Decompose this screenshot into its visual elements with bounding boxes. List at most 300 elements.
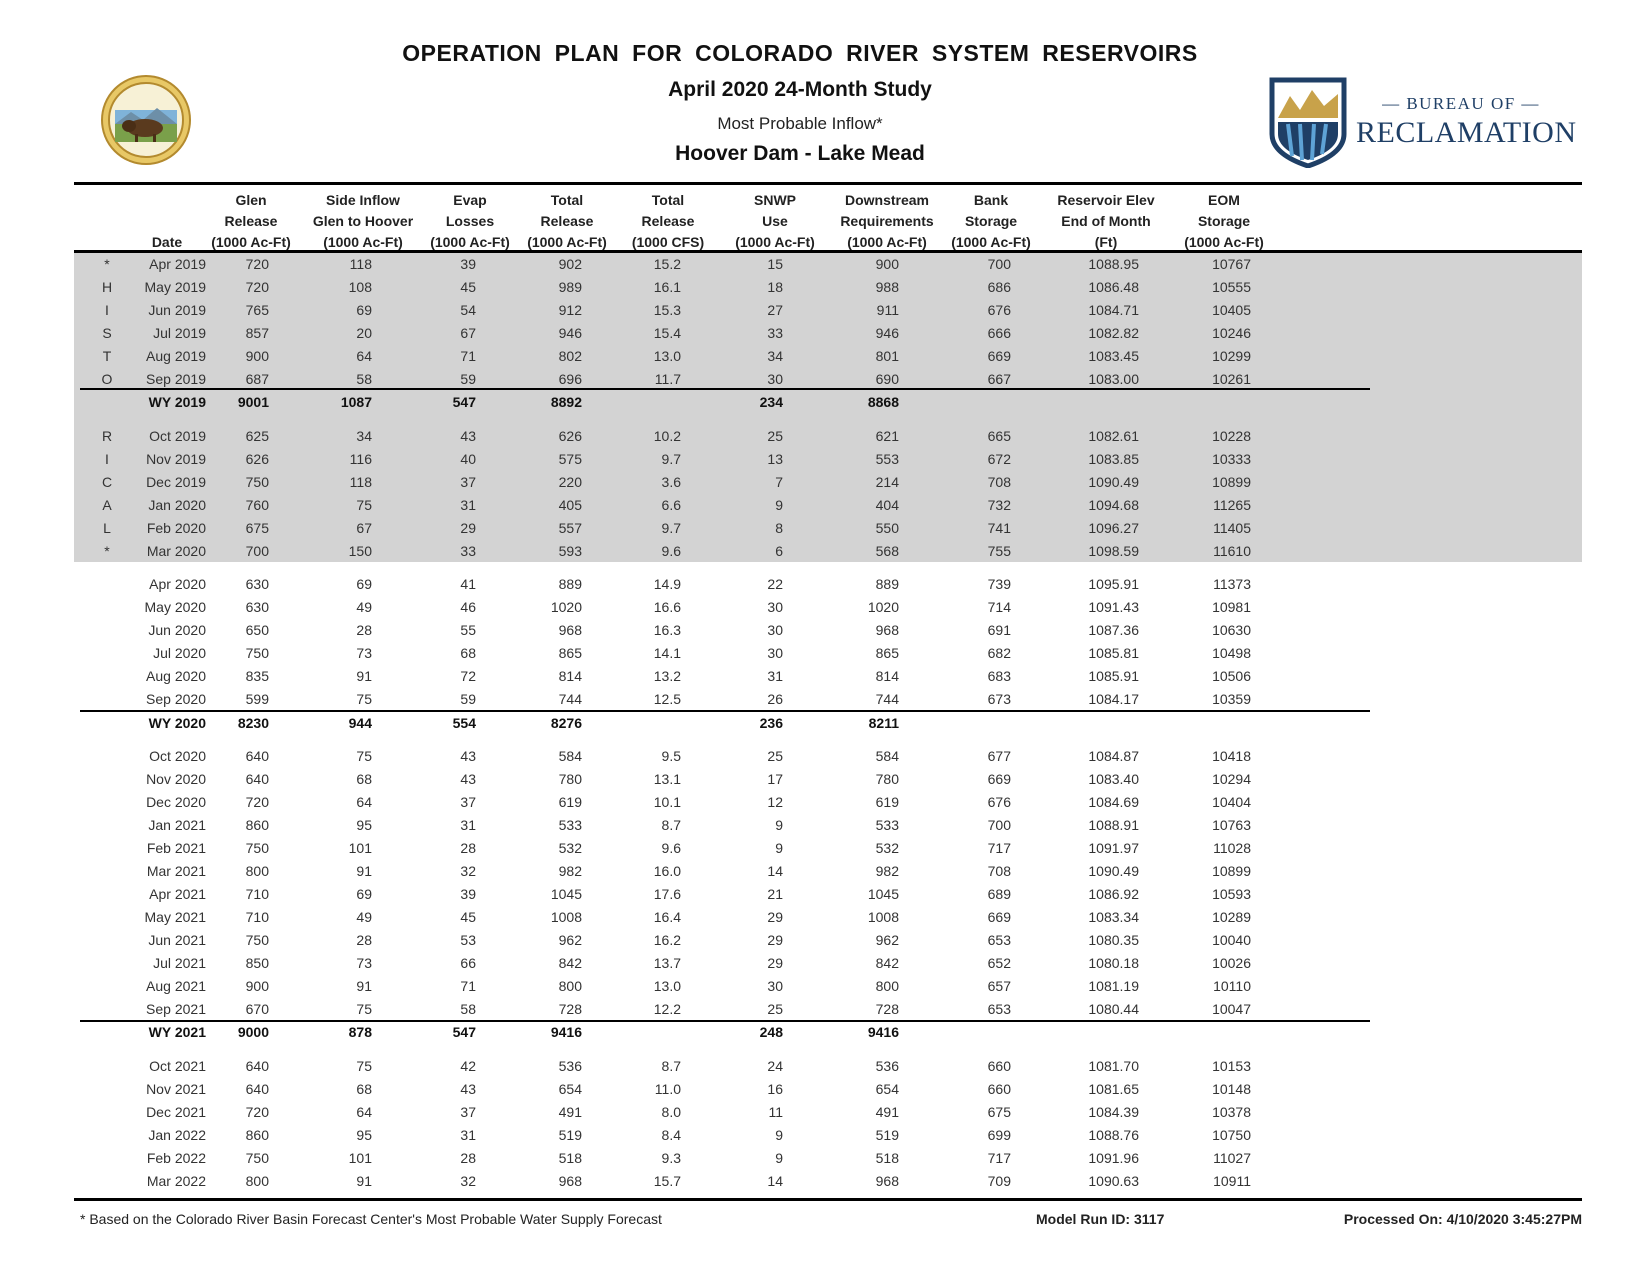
table-cell: 11265 — [1213, 497, 1251, 513]
table-cell: 1090.49 — [1088, 474, 1139, 490]
table-cell: 30 — [767, 371, 783, 387]
row-date: Nov 2021 — [146, 1081, 206, 1097]
table-cell: 547 — [452, 394, 476, 410]
table-cell: 9416 — [550, 1024, 582, 1040]
processed-on: Processed On: 4/10/2020 3:45:27PM — [1343, 1211, 1582, 1227]
table-cell: 519 — [875, 1127, 899, 1143]
table-cell: 11028 — [1213, 840, 1251, 856]
table-cell: 946 — [875, 325, 899, 341]
row-date: Feb 2021 — [146, 840, 206, 856]
table-cell: 25 — [767, 748, 783, 764]
table-cell: 9 — [775, 817, 783, 833]
table-cell: 536 — [558, 1058, 582, 1074]
table-cell: 13.0 — [653, 348, 681, 364]
table-cell: 1098.59 — [1088, 543, 1139, 559]
table-cell: 95 — [356, 817, 372, 833]
column-header — [425, 190, 515, 253]
table-cell: 835 — [245, 668, 269, 684]
table-cell: 68 — [356, 771, 372, 787]
row-date: Oct 2020 — [149, 748, 206, 764]
table-cell: 533 — [875, 817, 899, 833]
column-header-line: (1000 CFS) — [631, 234, 705, 250]
table-cell: 68 — [356, 1081, 372, 1097]
table-cell: 67 — [460, 325, 476, 341]
table-cell: 1090.49 — [1088, 863, 1139, 879]
table-cell: 10261 — [1212, 371, 1251, 387]
table-cell: 708 — [987, 474, 1011, 490]
bottom-rule — [74, 1198, 1582, 1201]
row-date: WY 2021 — [148, 1024, 206, 1040]
table-cell: 800 — [245, 863, 269, 879]
row-date: Jul 2020 — [153, 645, 206, 661]
table-cell: 75 — [356, 1058, 372, 1074]
table-cell: 857 — [245, 325, 269, 341]
table-cell: 1091.43 — [1088, 599, 1139, 615]
table-cell: 6 — [775, 543, 783, 559]
historical-marker: * — [104, 256, 110, 272]
row-date: Aug 2019 — [146, 348, 206, 364]
table-cell: 654 — [558, 1081, 582, 1097]
table-cell: 842 — [558, 955, 582, 971]
table-cell: 802 — [558, 348, 582, 364]
row-date: WY 2020 — [148, 715, 206, 731]
table-cell: 962 — [558, 932, 582, 948]
table-cell: 1045 — [867, 886, 899, 902]
page-title: OPERATION PLAN FOR COLORADO RIVER SYSTEM RESERVOIRS — [402, 40, 1198, 66]
column-header-line: Reservoir Elev — [1057, 192, 1155, 208]
table-cell: 49 — [356, 909, 372, 925]
table-cell: 12.2 — [653, 1001, 681, 1017]
column-header-line: (Ft) — [1094, 234, 1118, 250]
column-header — [729, 190, 821, 253]
table-cell: 1087.36 — [1088, 622, 1139, 638]
column-header-line: (1000 Ac-Ft) — [211, 234, 291, 250]
column-header-line: Downstream — [844, 192, 930, 208]
row-date: May 2019 — [144, 279, 206, 295]
table-cell: 24 — [767, 1058, 783, 1074]
table-cell: 7 — [775, 474, 783, 490]
column-header-line: (1000 Ac-Ft) — [735, 234, 815, 250]
table-cell: 657 — [987, 978, 1011, 994]
table-cell: 9.6 — [661, 543, 681, 559]
table-cell: 45 — [460, 909, 476, 925]
table-cell: 491 — [875, 1104, 899, 1120]
table-cell: 12.5 — [653, 691, 681, 707]
table-cell: 95 — [356, 1127, 372, 1143]
table-cell: 675 — [987, 1104, 1011, 1120]
column-header-line: EOM — [1208, 192, 1240, 208]
table-cell: 11405 — [1213, 520, 1251, 536]
table-cell: 39 — [460, 886, 476, 902]
table-cell: 405 — [558, 497, 582, 513]
table-cell: 17 — [767, 771, 783, 787]
row-date: Jan 2021 — [148, 817, 206, 833]
row-date: Aug 2021 — [146, 978, 206, 994]
table-cell: 860 — [245, 817, 269, 833]
table-cell: 31 — [460, 817, 476, 833]
table-cell: 31 — [460, 1127, 476, 1143]
table-cell: 28 — [460, 840, 476, 856]
column-header — [522, 190, 612, 253]
table-cell: 10153 — [1212, 1058, 1251, 1074]
table-cell: 32 — [460, 1173, 476, 1189]
column-header — [626, 190, 710, 253]
table-cell: 11027 — [1213, 1150, 1251, 1166]
table-cell: 64 — [356, 348, 372, 364]
row-date: Feb 2020 — [146, 520, 206, 536]
table-cell: 1081.70 — [1088, 1058, 1139, 1074]
table-cell: 1083.85 — [1088, 451, 1139, 467]
interior-seal-icon — [101, 74, 191, 166]
table-cell: 404 — [875, 497, 899, 513]
table-cell: 676 — [987, 302, 1011, 318]
row-date: Oct 2021 — [149, 1058, 206, 1074]
table-cell: 33 — [767, 325, 783, 341]
column-header-line: Total — [550, 192, 584, 208]
table-cell: 9 — [775, 1127, 783, 1143]
row-date: Feb 2022 — [146, 1150, 206, 1166]
row-date: Apr 2019 — [149, 256, 206, 272]
table-cell: 6.6 — [661, 497, 681, 513]
table-cell: 619 — [558, 794, 582, 810]
row-date: Apr 2020 — [149, 576, 206, 592]
table-cell: 43 — [460, 771, 476, 787]
table-cell: 68 — [460, 645, 476, 661]
table-cell: 1090.63 — [1088, 1173, 1139, 1189]
historical-marker: * — [104, 543, 110, 559]
table-cell: 220 — [558, 474, 582, 490]
table-cell: 1080.44 — [1088, 1001, 1139, 1017]
table-cell: 1091.96 — [1088, 1150, 1139, 1166]
table-cell: 10911 — [1213, 1173, 1251, 1189]
table-cell: 709 — [987, 1173, 1011, 1189]
table-cell: 39 — [460, 256, 476, 272]
table-cell: 800 — [245, 1173, 269, 1189]
table-cell: 519 — [558, 1127, 582, 1143]
table-cell: 1084.87 — [1088, 748, 1139, 764]
table-cell: 9 — [775, 497, 783, 513]
table-cell: 10404 — [1212, 794, 1251, 810]
table-cell: 946 — [558, 325, 582, 341]
column-header-line: End of Month — [1061, 213, 1151, 229]
table-cell: 11610 — [1213, 543, 1251, 559]
row-date: Dec 2021 — [146, 1104, 206, 1120]
table-cell: 30 — [767, 599, 783, 615]
table-cell: 717 — [987, 840, 1011, 856]
table-cell: 1088.76 — [1088, 1127, 1139, 1143]
table-cell: 33 — [460, 543, 476, 559]
row-date: Oct 2019 — [149, 428, 206, 444]
table-cell: 29 — [767, 909, 783, 925]
table-cell: 1094.68 — [1088, 497, 1139, 513]
table-cell: 1084.69 — [1088, 794, 1139, 810]
table-cell: 900 — [875, 256, 899, 272]
table-cell: 18 — [767, 279, 783, 295]
column-header-line: Use — [762, 213, 788, 229]
table-cell: 16.3 — [653, 622, 681, 638]
table-cell: 676 — [987, 794, 1011, 810]
table-cell: 10593 — [1212, 886, 1251, 902]
row-date: Jul 2019 — [153, 325, 206, 341]
table-cell: 25 — [767, 1001, 783, 1017]
table-cell: 557 — [558, 520, 582, 536]
row-date: Dec 2019 — [146, 474, 206, 490]
table-cell: 73 — [356, 645, 372, 661]
row-date: Jun 2021 — [148, 932, 206, 948]
table-cell: 31 — [767, 668, 783, 684]
table-cell: 1091.97 — [1088, 840, 1139, 856]
table-cell: 739 — [987, 576, 1011, 592]
table-cell: 653 — [987, 932, 1011, 948]
table-cell: 653 — [987, 1001, 1011, 1017]
table-cell: 652 — [987, 955, 1011, 971]
reclamation-logo — [1268, 76, 1577, 168]
column-header-line: Release — [224, 213, 278, 229]
column-header-line: Storage — [1197, 213, 1251, 229]
table-cell: 1020 — [867, 599, 899, 615]
table-cell: 10750 — [1212, 1127, 1251, 1143]
row-date: Nov 2020 — [146, 771, 206, 787]
table-cell: 700 — [987, 817, 1011, 833]
table-cell: 9000 — [237, 1024, 269, 1040]
table-cell: 640 — [245, 748, 269, 764]
table-cell: 214 — [875, 474, 899, 490]
table-cell: 1082.61 — [1088, 428, 1139, 444]
table-cell: 988 — [875, 279, 899, 295]
table-cell: 8.7 — [661, 1058, 681, 1074]
table-cell: 64 — [356, 794, 372, 810]
table-cell: 682 — [987, 645, 1011, 661]
table-cell: 37 — [460, 474, 476, 490]
table-cell: 619 — [875, 794, 899, 810]
table-cell: 1083.34 — [1088, 909, 1139, 925]
table-cell: 10.1 — [653, 794, 681, 810]
table-cell: 20 — [356, 325, 372, 341]
table-cell: 689 — [987, 886, 1011, 902]
column-header-line: (1000 Ac-Ft) — [847, 234, 927, 250]
logo-reclamation-text: RECLAMATION — [1356, 116, 1577, 149]
table-cell: 40 — [460, 451, 476, 467]
table-cell: 3.6 — [661, 474, 681, 490]
table-cell: 686 — [987, 279, 1011, 295]
table-cell: 13.7 — [653, 955, 681, 971]
table-cell: 900 — [245, 978, 269, 994]
table-cell: 29 — [767, 955, 783, 971]
table-cell: 91 — [356, 978, 372, 994]
table-cell: 720 — [245, 279, 269, 295]
table-cell: 672 — [987, 451, 1011, 467]
table-cell: 234 — [759, 394, 783, 410]
table-cell: 28 — [356, 622, 372, 638]
table-cell: 518 — [875, 1150, 899, 1166]
table-cell: 14.1 — [653, 645, 681, 661]
table-cell: 1096.27 — [1088, 520, 1139, 536]
column-header-line: (1000 Ac-Ft) — [951, 234, 1031, 250]
table-cell: 1081.65 — [1088, 1081, 1139, 1097]
table-cell: 660 — [987, 1058, 1011, 1074]
table-cell: 32 — [460, 863, 476, 879]
table-cell: 889 — [875, 576, 899, 592]
historical-marker: T — [102, 348, 112, 364]
table-cell: 728 — [558, 1001, 582, 1017]
row-date: Mar 2022 — [146, 1173, 206, 1189]
table-cell: 59 — [460, 371, 476, 387]
table-cell: 666 — [987, 325, 1011, 341]
table-cell: 15 — [767, 256, 783, 272]
study-title: April 2020 24-Month Study — [668, 78, 932, 101]
table-cell: 10333 — [1212, 451, 1251, 467]
table-cell: 67 — [356, 520, 372, 536]
table-cell: 9 — [775, 840, 783, 856]
table-cell: 43 — [460, 428, 476, 444]
table-cell: 16.2 — [653, 932, 681, 948]
table-cell: 9001 — [237, 394, 269, 410]
table-cell: 640 — [245, 1081, 269, 1097]
historical-marker: S — [102, 325, 112, 341]
table-cell: 116 — [349, 451, 372, 467]
row-date: Aug 2020 — [146, 668, 206, 684]
table-cell: 491 — [558, 1104, 582, 1120]
table-cell: 554 — [452, 715, 476, 731]
table-cell: 54 — [460, 302, 476, 318]
row-date: Jul 2021 — [153, 955, 206, 971]
table-cell: 10246 — [1212, 325, 1251, 341]
table-cell: 780 — [558, 771, 582, 787]
table-cell: 37 — [460, 1104, 476, 1120]
table-cell: 91 — [356, 1173, 372, 1189]
table-cell: 10294 — [1212, 771, 1251, 787]
table-cell: 10506 — [1212, 668, 1251, 684]
table-cell: 962 — [875, 932, 899, 948]
table-cell: 10418 — [1212, 748, 1251, 764]
table-cell: 69 — [356, 576, 372, 592]
table-cell: 14.9 — [653, 576, 681, 592]
table-cell: 575 — [558, 451, 582, 467]
row-date: Nov 2019 — [146, 451, 206, 467]
table-cell: 1020 — [550, 599, 582, 615]
table-cell: 10767 — [1212, 256, 1251, 272]
table-cell: 10110 — [1213, 978, 1251, 994]
table-cell: 814 — [558, 668, 582, 684]
table-cell: 11373 — [1213, 576, 1251, 592]
row-date: Jan 2022 — [148, 1127, 206, 1143]
table-cell: 8230 — [237, 715, 269, 731]
table-cell: 889 — [558, 576, 582, 592]
column-header-line: Release — [641, 213, 695, 229]
table-cell: 593 — [558, 543, 582, 559]
table-cell: 760 — [245, 497, 269, 513]
table-cell: 10630 — [1212, 622, 1251, 638]
table-cell: 53 — [460, 932, 476, 948]
column-header-line: Requirements — [840, 213, 934, 229]
table-cell: 533 — [558, 817, 582, 833]
row-date: Jun 2020 — [148, 622, 206, 638]
table-cell: 46 — [460, 599, 476, 615]
table-cell: 9416 — [867, 1024, 899, 1040]
table-cell: 710 — [245, 886, 269, 902]
historical-marker: A — [102, 497, 112, 513]
table-cell: 1083.45 — [1088, 348, 1139, 364]
table-cell: 91 — [356, 668, 372, 684]
table-cell: 9.3 — [661, 1150, 681, 1166]
table-cell: 720 — [245, 256, 269, 272]
table-cell: 10359 — [1212, 691, 1251, 707]
table-cell: 1045 — [550, 886, 582, 902]
historical-marker: L — [103, 520, 111, 536]
table-cell: 43 — [460, 748, 476, 764]
table-cell: 626 — [245, 451, 269, 467]
table-cell: 1083.40 — [1088, 771, 1139, 787]
table-cell: 536 — [875, 1058, 899, 1074]
table-cell: 73 — [356, 955, 372, 971]
table-cell: 26 — [767, 691, 783, 707]
table-cell: 547 — [452, 1024, 476, 1040]
table-cell: 248 — [759, 1024, 783, 1040]
table-cell: 8276 — [550, 715, 582, 731]
table-cell: 17.6 — [653, 886, 681, 902]
date-header: Date — [151, 234, 183, 250]
table-cell: 744 — [558, 691, 582, 707]
table-cell: 9.6 — [661, 840, 681, 856]
column-header-line: Glen — [235, 192, 267, 208]
row-date: WY 2019 — [148, 394, 206, 410]
table-cell: 28 — [356, 932, 372, 948]
table-cell: 10228 — [1212, 428, 1251, 444]
table-cell: 744 — [875, 691, 899, 707]
site-title: Hoover Dam - Lake Mead — [675, 142, 925, 165]
table-cell: 13.2 — [653, 668, 681, 684]
reclamation-shield-icon — [1268, 76, 1348, 168]
table-cell: 720 — [245, 1104, 269, 1120]
table-cell: 732 — [987, 497, 1011, 513]
table-cell: 9.5 — [661, 748, 681, 764]
table-cell: 669 — [987, 348, 1011, 364]
row-date: May 2020 — [144, 599, 206, 615]
table-cell: 687 — [245, 371, 269, 387]
table-cell: 11.7 — [654, 371, 681, 387]
model-run-id: Model Run ID: 3117 — [1036, 1211, 1165, 1227]
historical-marker: I — [105, 302, 109, 318]
table-cell: 236 — [759, 715, 783, 731]
table-cell: 1088.91 — [1088, 817, 1139, 833]
table-cell: 660 — [987, 1081, 1011, 1097]
table-cell: 41 — [460, 576, 476, 592]
table-cell: 118 — [349, 256, 372, 272]
table-cell: 673 — [987, 691, 1011, 707]
table-cell: 968 — [875, 1173, 899, 1189]
table-cell: 30 — [767, 622, 783, 638]
table-cell: 968 — [558, 622, 582, 638]
row-date: May 2021 — [144, 909, 206, 925]
table-cell: 15.7 — [653, 1173, 681, 1189]
table-cell: 10026 — [1212, 955, 1251, 971]
table-cell: 25 — [767, 428, 783, 444]
table-cell: 9.7 — [661, 451, 681, 467]
table-cell: 1085.81 — [1088, 645, 1139, 661]
row-date: Mar 2020 — [146, 543, 206, 559]
table-cell: 10040 — [1212, 932, 1251, 948]
table-cell: 30 — [767, 978, 783, 994]
table-cell: 11 — [768, 1104, 783, 1120]
table-cell: 860 — [245, 1127, 269, 1143]
table-cell: 66 — [460, 955, 476, 971]
table-cell: 750 — [245, 1150, 269, 1166]
table-cell: 64 — [356, 1104, 372, 1120]
column-header-line: Storage — [964, 213, 1018, 229]
table-cell: 626 — [558, 428, 582, 444]
table-cell: 10.2 — [653, 428, 681, 444]
water-year-rule — [80, 1020, 1370, 1022]
